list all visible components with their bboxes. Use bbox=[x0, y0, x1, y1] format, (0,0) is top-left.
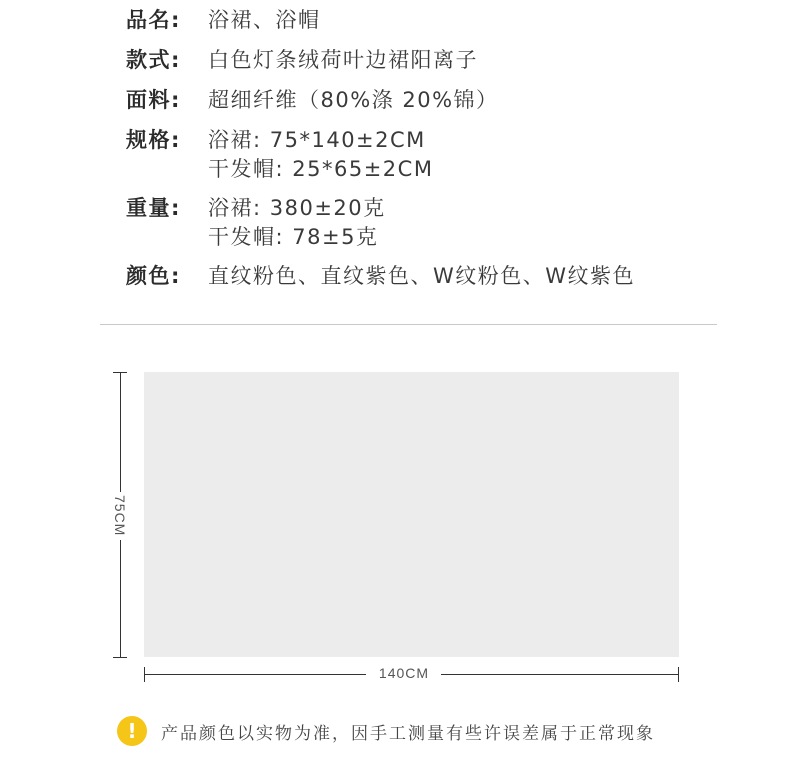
spec-value: 浴裙、浴帽 bbox=[208, 8, 321, 32]
spec-values bbox=[208, 46, 478, 75]
measurement-notice bbox=[117, 716, 655, 746]
notice-text: 产品颜色以实物为准，因手工测量有些许误差属于正常现象 bbox=[161, 723, 655, 744]
spec-row-name bbox=[126, 6, 746, 35]
spec-values bbox=[208, 6, 321, 35]
height-dimension-label: 75CM bbox=[112, 495, 128, 537]
towel-size-diagram bbox=[144, 372, 679, 657]
exclamation-icon: ! bbox=[117, 716, 147, 746]
width-dimension-cap-right bbox=[678, 667, 679, 682]
spec-row-weight bbox=[126, 194, 746, 252]
spec-label: 规格: bbox=[126, 128, 181, 152]
width-dimension-line-left bbox=[144, 674, 366, 675]
width-dimension-line-right bbox=[441, 674, 679, 675]
spec-values bbox=[208, 126, 433, 184]
spec-row-style bbox=[126, 46, 746, 75]
spec-row-size bbox=[126, 126, 746, 184]
spec-values bbox=[208, 86, 499, 115]
section-divider bbox=[100, 324, 717, 325]
spec-value: 直纹粉色、直纹紫色、W纹粉色、W纹紫色 bbox=[208, 264, 636, 288]
spec-row-color bbox=[126, 262, 746, 291]
spec-label: 重量: bbox=[126, 196, 181, 220]
height-dimension-line-lower bbox=[120, 540, 121, 657]
spec-value: 浴裙: 380±20克 bbox=[208, 196, 386, 220]
spec-value: 白色灯条绒荷叶边裙阳离子 bbox=[208, 48, 478, 72]
spec-label: 颜色: bbox=[126, 264, 181, 288]
spec-value: 干发帽: 78±5克 bbox=[208, 225, 379, 249]
width-dimension-label: 140CM bbox=[378, 665, 430, 681]
height-dimension-line-upper bbox=[120, 372, 121, 492]
spec-list bbox=[126, 6, 746, 302]
spec-values bbox=[208, 262, 635, 291]
spec-value: 超细纤维（80%涤 20%锦） bbox=[208, 88, 499, 112]
spec-row-fabric bbox=[126, 86, 746, 115]
spec-label: 面料: bbox=[126, 88, 181, 112]
spec-label: 款式: bbox=[126, 48, 181, 72]
spec-value: 浴裙: 75*140±2CM bbox=[208, 128, 426, 152]
spec-values bbox=[208, 194, 386, 252]
height-dimension-cap-bottom bbox=[113, 657, 127, 658]
spec-label: 品名: bbox=[126, 8, 181, 32]
spec-value: 干发帽: 25*65±2CM bbox=[208, 157, 434, 181]
